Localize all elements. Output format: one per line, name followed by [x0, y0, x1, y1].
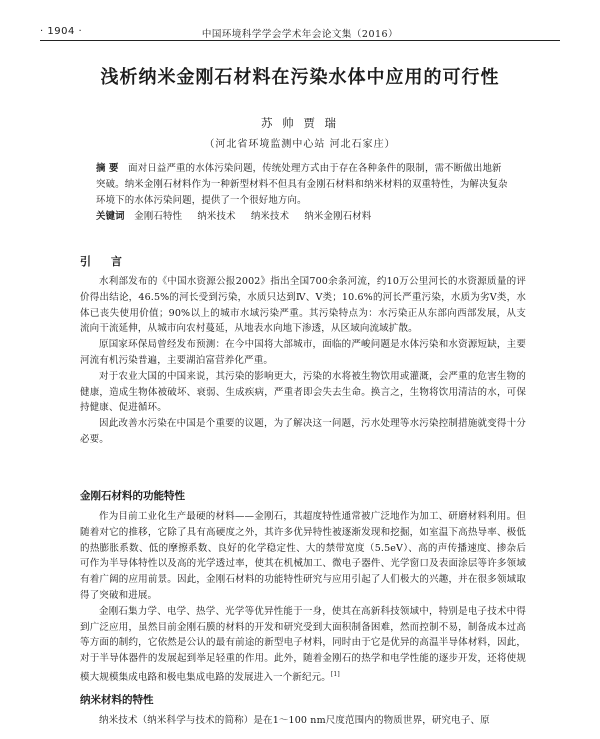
- abstract-paragraph: [96, 161, 508, 209]
- keywords-label: 关键词: [96, 211, 125, 222]
- abstract: [96, 161, 508, 225]
- header-rule: [40, 40, 560, 41]
- author-affiliation: （河北省环境监测中心站 河北石家庄）: [204, 139, 396, 150]
- section-heading-nano: 纳米材料的特性: [80, 694, 154, 706]
- page-number: · 1904 ·: [40, 26, 83, 37]
- section-heading-diamond: 金刚石材料的功能特性: [80, 490, 185, 502]
- paragraph: 对于农业大国的中国来说，其污染的影响更大，污染的水将被生物饮用或灌溉，会严重的危害生物的健康，造成生物体被破坏、衰弱、生成疾病，严重者即会失去生命。换言之，生物将饮用清洁的水，可保持健康、促进循环。: [80, 370, 526, 414]
- section-body-nano: [80, 713, 526, 729]
- article-title: 浅析纳米金刚石材料在污染水体中应用的可行性: [100, 67, 500, 88]
- keyword-item: 纳米金刚石材料: [304, 211, 372, 222]
- section-body-intro: [80, 274, 526, 448]
- keywords-line: [96, 209, 508, 225]
- paragraph: [80, 604, 526, 686]
- keyword-item: 纳米技术: [197, 211, 236, 222]
- paragraph: 纳米技术（纳米科学与技术的简称）是在1～100 nm尺度范围内的物质世界，研究电子、原: [99, 715, 490, 726]
- paragraph-text: 金刚石集力学、电学、热学、光学等优异性能于一身，使其在高新科技领域中，特别是电子技术中得到广泛应用，虽然目前金刚石膜的材料的开发和研究受到大面积制备困难，然而控制不易，制备成本过高等方面的制约，它依然是公认的最有前途的新型电子材料，同时由于它是优异的高温半导体材料，因此，对于半导体器件的发展起到举足轻重的作用。此外，随着金刚石的热学和电学性能的逐步开发，还将使规模大规模集成电路和极电集成电路的发展进入一个新纪元。: [80, 605, 526, 684]
- section-body-diamond: [80, 509, 526, 686]
- citation: [1]: [330, 670, 340, 678]
- page-header: [40, 26, 560, 40]
- abstract-text: 面对日益严重的水体污染问题，传统处理方式由于存在各种条件的限制，需不断做出地新突破。纳米金刚石材料作为一种新型材料不但具有金刚石材料和纳米材料的双重特性，为解决复杂环境下的水体污染问题，提供了一个很好地方向。: [96, 163, 508, 206]
- article-author: 苏 帅 贾 瑞: [261, 116, 339, 130]
- running-head: 中国环境科学学会学术年会论文集（2016）: [201, 29, 399, 40]
- paragraph: 作为目前工业化生产最硬的材料——金刚石，其超度特性通常被广泛地作为加工、研磨材料利用。但随着对它的推移，它除了具有高硬度之外，其许多优异特性被逐渐发现和挖掘，如室温下高热导率、极低的热膨胀系数、低的摩擦系数、良好的化学稳定性、大的禁带宽度（5.5eV）、高的声传播速度、掺杂后可作为半导体特性以及高的光学透过率，使其在机械加工、微电子器件、光学窗口及表面涂层等许多领域有着广阔的应用前景。因此，金刚石材料的功能特性研究与应用引起了人们极大的兴趣，并在很多领域取得了突破和进展。: [80, 511, 526, 601]
- section-heading-intro: 引 言: [80, 255, 130, 268]
- paragraph: 水利部发布的《中国水资源公报2002》指出全国700余条河流，约10万公里河长的水资源质量的评价得出结论，46.5%的河长受到污染，水质只达到Ⅳ、Ⅴ类；10.6%的河长严重污染，水质为劣Ⅴ类，水体已丧失使用价值；90%以上的城市水域污染严重。其污染特点为：水污染正从东部向西部发展，从支流向干流延伸，从城市向农村蔓延，从地表水向地下渗透，从区域向流域扩散。: [80, 276, 526, 335]
- keyword-item: 金刚石特性: [134, 211, 183, 222]
- keyword-item: 纳米技术: [250, 211, 290, 222]
- paragraph: 原国家环保局曾经发布预测：在今中国将大部城市，面临的严峻问题是水体污染和水资源短缺，主要河流有机污染普遍，主要湖泊富营养化严重。: [80, 339, 526, 366]
- paragraph: 因此改善水污染在中国是个重要的议题，为了解决这一问题，污水处理等水污染控制措施就变得十分必要。: [80, 418, 526, 445]
- abstract-label: 摘 要: [96, 163, 119, 174]
